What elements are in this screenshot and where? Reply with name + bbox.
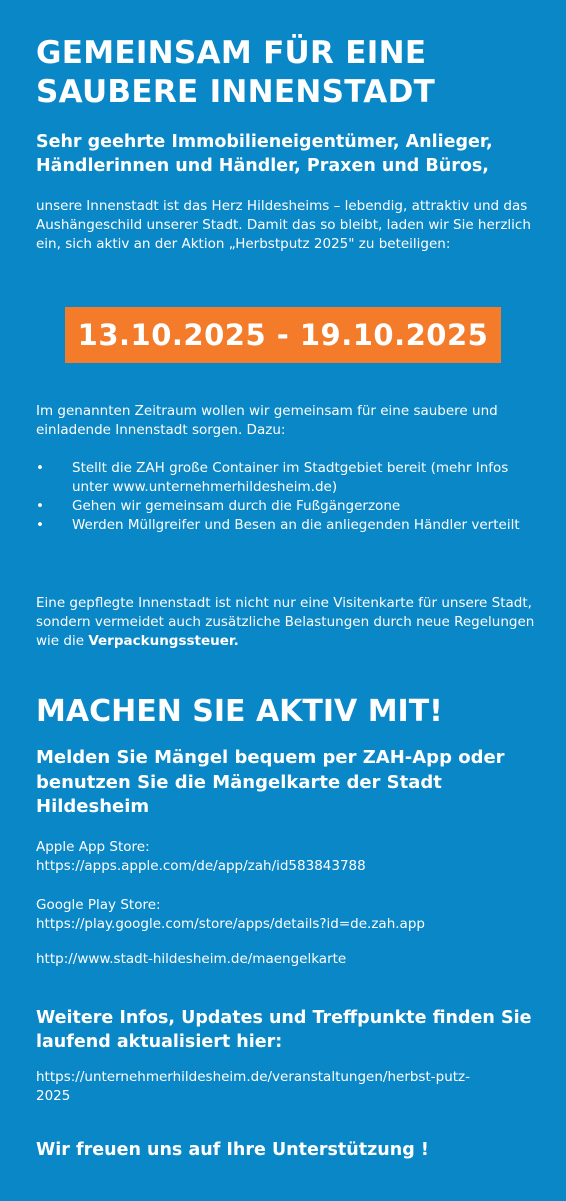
- closing-text-main: Eine gepflegte Innenstadt ist nicht nur eine Visitenkarte für unsere Stadt, sondern vermeidet auch zusätzliche Belastungen durch neue Regelungen wie die: [36, 595, 535, 649]
- list-item: [36, 459, 536, 497]
- action-list: [36, 459, 536, 535]
- list-item-text: Werden Müllgreifer und Besen an die anliegenden Händler verteilt: [72, 517, 520, 533]
- period-text: Im genannten Zeitraum wollen wir gemeinsam für eine saubere und einladende Innenstadt sorgen. Dazu:: [36, 403, 498, 438]
- more-info-link[interactable]: https://unternehmerhildesheim.de/veranstaltungen/herbst-putz-2025: [36, 1069, 471, 1104]
- title-line-2: SAUBERE INNENSTADT: [36, 74, 436, 110]
- google-store-link[interactable]: https://play.google.com/store/apps/details?id=de.zah.app: [36, 916, 425, 932]
- page-title: [36, 34, 536, 112]
- report-heading: Melden Sie Mängel bequem per ZAH-App oder benutzen Sie die Mängelkarte der Stadt Hildesheim: [36, 747, 505, 817]
- salutation: Sehr geehrte Immobilieneigentümer, Anlieger, Händlerinnen und Händler, Praxen und Büros,: [36, 132, 493, 176]
- list-item: [36, 497, 536, 516]
- bullet-icon: •: [36, 517, 44, 533]
- city-map-link[interactable]: http://www.stadt-hildesheim.de/maengelkarte: [36, 951, 347, 967]
- list-item: [36, 516, 536, 535]
- google-store-label: Google Play Store:: [36, 897, 161, 913]
- apple-store-block: [36, 838, 536, 876]
- list-item-text: Stellt die ZAH große Container im Stadtgebiet bereit (mehr Infos unter www.unternehmerhildesheim.de): [72, 460, 509, 495]
- bullet-icon: •: [36, 498, 44, 514]
- intro-text: unsere Innenstadt ist das Herz Hildesheims – lebendig, attraktiv und das Aushängeschild unserer Stadt. Damit das so bleibt, laden wir Sie herzlich ein, sich aktiv an der Aktion „Herbstputz 2025" zu beteiligen:: [36, 198, 531, 252]
- apple-store-label: Apple App Store:: [36, 839, 150, 855]
- bullet-icon: •: [36, 460, 44, 476]
- thanks-text: Wir freuen uns auf Ihre Unterstützung !: [36, 1140, 429, 1160]
- apple-store-link[interactable]: https://apps.apple.com/de/app/zah/id583843788: [36, 858, 366, 874]
- closing-text-bold: Verpackungssteuer.: [88, 633, 239, 649]
- closing-text: [36, 594, 536, 651]
- date-range-banner: [65, 307, 501, 363]
- list-item-text: Gehen wir gemeinsam durch die Fußgängerzone: [72, 498, 401, 514]
- call-to-action-heading: MACHEN SIE AKTIV MIT!: [36, 694, 443, 729]
- title-line-1: GEMEINSAM FÜR EINE: [36, 35, 427, 71]
- more-info-heading: Weitere Infos, Updates und Treffpunkte finden Sie laufend aktualisiert hier:: [36, 1008, 532, 1052]
- more-info-block: [36, 1068, 536, 1106]
- date-range-text: 13.10.2025 - 19.10.2025: [77, 318, 489, 352]
- google-store-block: [36, 896, 536, 934]
- city-map-block: [36, 950, 536, 969]
